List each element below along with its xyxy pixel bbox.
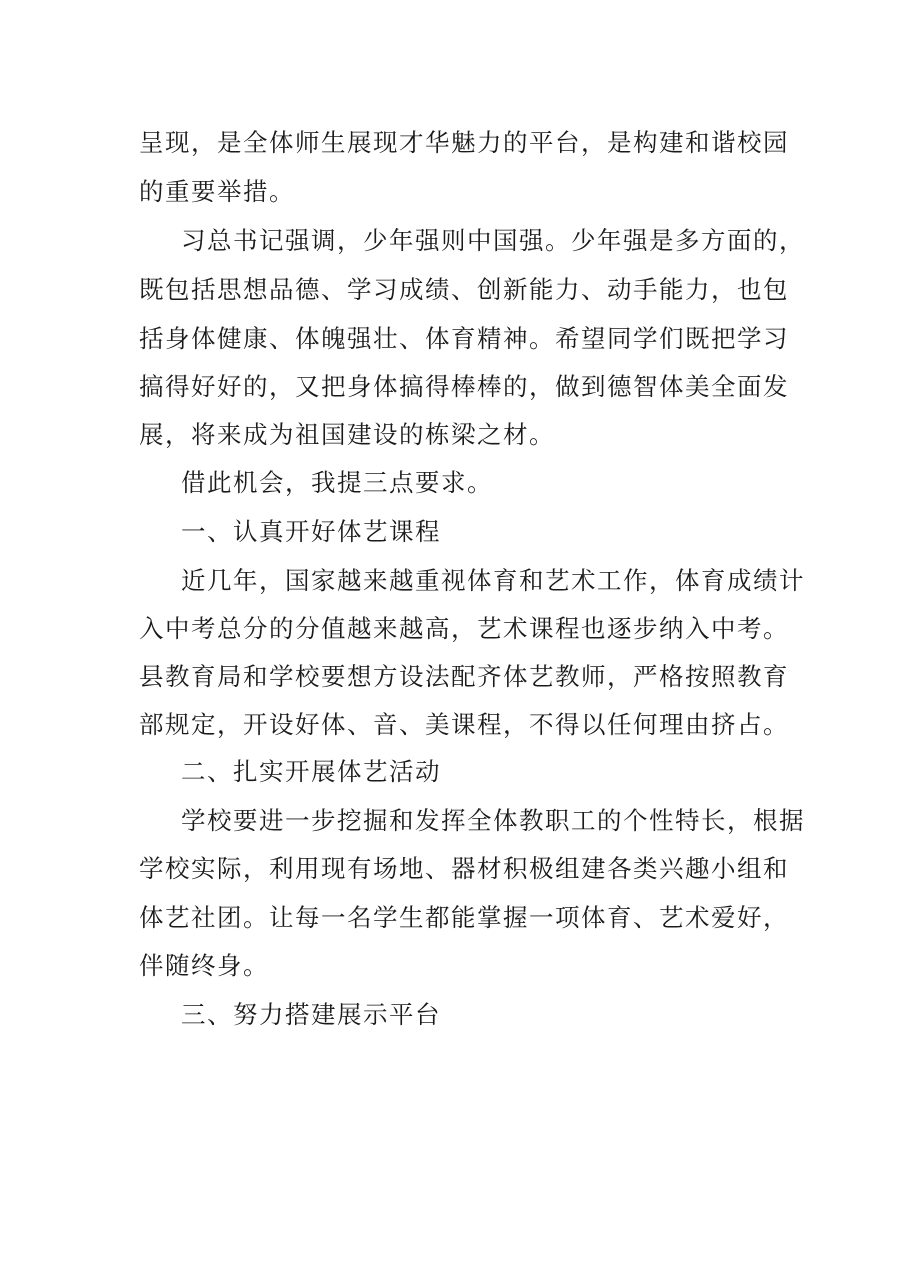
text-line: 体艺社团。让每一名学生都能掌握一项体育、艺术爱好， [139,903,789,932]
text-line: 学校要进一步挖掘和发挥全体教职工的个性特长，根据 [181,806,805,835]
text-line: 呈现，是全体师生展现才华魅力的平台，是构建和谐校园 [139,128,789,157]
text-line: 县教育局和学校要想方设法配齐体艺教师，严格按照教育 [139,662,789,691]
text-line: 搞得好好的，又把身体搞得棒棒的，做到德智体美全面发 [139,372,789,401]
text-line: 入中考总分的分值越来越高，艺术课程也逐步纳入中考。 [139,614,789,643]
text-line: 习总书记强调，少年强则中国强。少年强是多方面的， [181,226,805,255]
text-line: 的重要举措。 [139,177,295,206]
text-line: 既包括思想品德、学习成绩、创新能力、动手能力，也包 [139,275,789,304]
text-line: 伴随终身。 [139,951,269,980]
text-line: 近几年，国家越来越重视体育和艺术工作，体育成绩计 [181,566,805,595]
heading-line: 三、努力搭建展示平台 [181,1000,441,1029]
text-line: 展，将来成为祖国建设的栋梁之材。 [139,420,555,449]
heading-line: 一、认真开好体艺课程 [181,517,441,546]
text-line: 括身体健康、体魄强壮、体育精神。希望同学们既把学习 [139,324,789,353]
text-line: 学校实际，利用现有场地、器材积极组建各类兴趣小组和 [139,854,789,883]
heading-line: 二、扎实开展体艺活动 [181,757,441,786]
text-line: 部规定，开设好体、音、美课程，不得以任何理由挤占。 [139,710,789,739]
text-line: 借此机会，我提三点要求。 [181,468,493,497]
